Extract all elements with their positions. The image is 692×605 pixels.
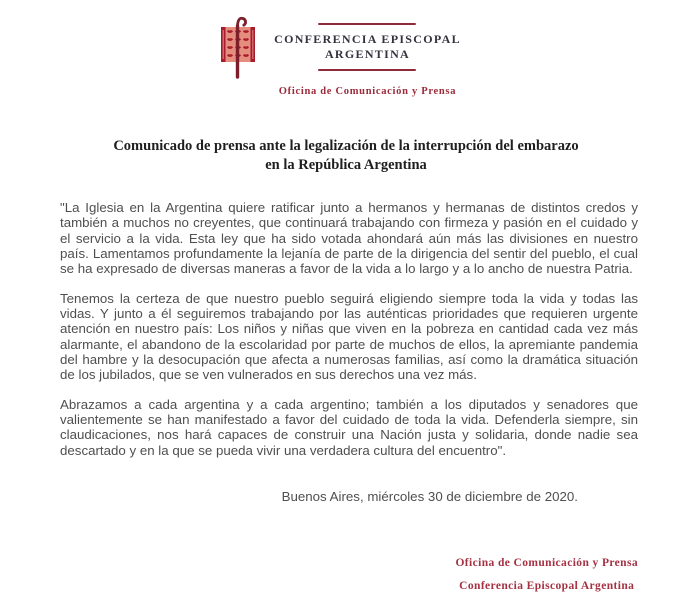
footer-office-line: Oficina de Comunicación y Prensa (455, 557, 638, 569)
body-text (60, 200, 638, 504)
crosier-emblem-icon (217, 14, 259, 80)
organization-name-line2: ARGENTINA (324, 47, 411, 61)
dateline: Buenos Aires, miércoles 30 de diciembre de 2020. (281, 489, 578, 505)
top-rule (318, 23, 416, 25)
footer-signature (455, 556, 638, 602)
document-title-line2: en la República Argentina (265, 157, 427, 173)
paragraph-3: Abrazamos a cada argentina y a cada argentino; también a los diputados y senadores que valientemente se han manifestado a favor del cuidado de toda la vida. Defenderla siempre, sin claudicaciones, nos hará capaces de construir una Nación justa y solidaria, donde nadie sea descartado y en la que se pueda vivir una verdadera cultura del encuentro". (60, 396, 638, 458)
organization-name-line1: CONFERENCIA EPISCOPAL (274, 32, 461, 46)
footer-org-line: Conferencia Episcopal Argentina (459, 580, 635, 592)
document-title (30, 137, 662, 175)
office-line: Oficina de Comunicación y Prensa (278, 86, 457, 97)
paragraph-2: Tenemos la certeza de que nuestro pueblo seguirá eligiendo siempre toda la vida y todas las vidas. Y junto a él seguiremos trabajando por las auténticas prioridades que requieren urgente atención en nuestro país: Los niños y niñas que viven en la pobreza en cantidad cada vez más alarmante, el abandono de la escolaridad por parte de muchos de ellos, la apremiante pandemia del hambre y la desocupación que afecta a numerosas familias, así como la dramática situación de los jubilados, que se ven vulnerados en sus derechos una vez más. (60, 290, 638, 383)
episcopal-emblem-logo (217, 14, 259, 82)
paragraph-1: "La Iglesia en la Argentina quiere ratificar junto a hermanos y hermanas de distintos credos y también a muchos no creyentes, que continuará trabajando con firmeza y pasión en el cuidado y el servicio a la vida. Esta ley que ha sido votada ahondará aún más las divisiones en nuestro país. Lamentamos profundamente la lejanía de parte de la dirigencia del sentir del pueblo, el cual se ha expresado de diversas maneras a favor de la vida a lo largo y a lo ancho de nuestra Patria. (60, 200, 638, 277)
header-text-block (274, 14, 461, 97)
bottom-rule (318, 69, 416, 71)
document-title-line1: Comunicado de prensa ante la legalización de la interrupción del embarazo (113, 138, 579, 154)
organization-name (274, 32, 461, 62)
header (0, 0, 692, 97)
